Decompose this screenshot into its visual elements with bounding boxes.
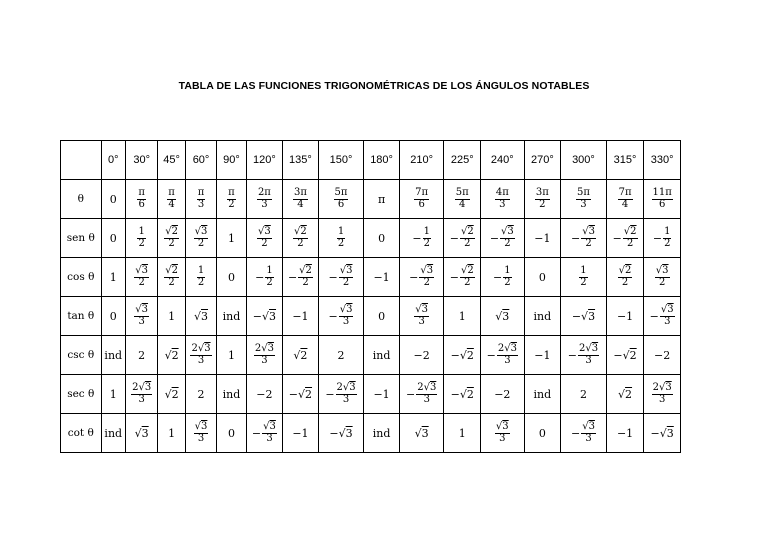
table-cell: $\frac{√3}{3}$ [125,297,157,336]
table-cell: $\frac{√3}{3}$ [399,297,444,336]
degree-header: 315° [606,141,644,180]
table-cell: −2 [480,375,524,414]
table-cell: − $\frac{2√3}{3}$ [561,336,607,375]
table-cell: 1 [101,375,125,414]
table-cell: −√2 [444,336,481,375]
table-cell: 0 [524,414,561,453]
table-cell: − $\frac{√3}{3}$ [246,414,283,453]
table-cell: − $\frac{2√3}{3}$ [318,375,364,414]
table-cell: √3 [125,414,157,453]
table-cell: −1 [364,375,400,414]
table-cell: − $\frac{1}{2}$ [644,219,681,258]
table-cell: − $\frac{2√3}{3}$ [480,336,524,375]
table-cell: $\frac{7\pi}{6}$ [399,180,444,219]
table-cell: 0 [217,258,246,297]
table-cell: − $\frac{√3}{2}$ [480,219,524,258]
table-cell: √3 [399,414,444,453]
table-cell: $\frac{\pi}{4}$ [158,180,185,219]
table-cell: 2 [318,336,364,375]
table-cell: −√2 [606,336,644,375]
table-cell: $\frac{3\pi}{4}$ [283,180,319,219]
table-cell: ind [524,375,561,414]
table-row [61,180,681,219]
table-cell: $\frac{\pi}{3}$ [185,180,216,219]
corner-cell [61,141,102,180]
degree-header: 0° [101,141,125,180]
table-cell: − $\frac{√3}{3}$ [318,297,364,336]
table-row [61,297,681,336]
table-row [61,219,681,258]
document-title: TABLA DE LAS FUNCIONES TRIGONOMÉTRICAS DE LOS ÁNGULOS NOTABLES [178,80,590,92]
table-cell: $\frac{√2}{2}$ [158,219,185,258]
table-cell: − $\frac{1}{2}$ [480,258,524,297]
table-cell: −1 [283,414,319,453]
table-cell: π [364,180,400,219]
table-cell: 2 [561,375,607,414]
degree-header: 60° [185,141,216,180]
table-cell: $\frac{2√3}{3}$ [185,336,216,375]
table-cell: − $\frac{√2}{2}$ [444,219,481,258]
table-cell: 2 [125,336,157,375]
table-cell: $\frac{4\pi}{3}$ [480,180,524,219]
table-cell: −2 [246,375,283,414]
degree-header: 300° [561,141,607,180]
table-cell: ind [364,414,400,453]
table-cell: $\frac{√3}{2}$ [644,258,681,297]
row-label: cos θ [61,258,102,297]
table-cell: √2 [606,375,644,414]
table-cell: 1 [444,414,481,453]
table-cell: − $\frac{1}{2}$ [399,219,444,258]
row-label: sec θ [61,375,102,414]
table-row [61,258,681,297]
table-row [61,336,681,375]
degree-header: 45° [158,141,185,180]
table-cell: − $\frac{√2}{2}$ [606,219,644,258]
table-cell: √2 [158,375,185,414]
table-cell: − $\frac{√2}{2}$ [283,258,319,297]
table-cell: − $\frac{√3}{2}$ [561,219,607,258]
table-cell: $\frac{√2}{2}$ [158,258,185,297]
table-row [61,414,681,453]
table-cell: $\frac{1}{2}$ [125,219,157,258]
table-cell: 0 [524,258,561,297]
table-cell: $\frac{1}{2}$ [185,258,216,297]
table-cell: 1 [158,414,185,453]
table-cell: −1 [606,297,644,336]
table-cell: $\frac{\pi}{2}$ [217,180,246,219]
row-label: tan θ [61,297,102,336]
degree-header: 90° [217,141,246,180]
table-cell: $\frac{2\pi}{3}$ [246,180,283,219]
table-cell: − $\frac{√2}{2}$ [444,258,481,297]
table-cell: −√3 [246,297,283,336]
table-cell: −√2 [283,375,319,414]
table-cell: −1 [283,297,319,336]
row-label: sen θ [61,219,102,258]
table-cell: $\frac{11\pi}{6}$ [644,180,681,219]
degree-header: 210° [399,141,444,180]
table-cell: $\frac{3\pi}{2}$ [524,180,561,219]
table-cell: 1 [158,297,185,336]
table-cell: ind [217,375,246,414]
table-cell: √3 [480,297,524,336]
table-cell: $\frac{2√3}{3}$ [246,336,283,375]
degree-header: 330° [644,141,681,180]
table-cell: 1 [217,336,246,375]
table-cell: −1 [524,336,561,375]
table-cell: $\frac{2√3}{3}$ [125,375,157,414]
degree-header: 30° [125,141,157,180]
table-cell: $\frac{7\pi}{4}$ [606,180,644,219]
table-cell: −1 [606,414,644,453]
row-label: cot θ [61,414,102,453]
table-cell: √2 [283,336,319,375]
table-cell: $\frac{√2}{2}$ [283,219,319,258]
table-cell: − $\frac{√3}{3}$ [561,414,607,453]
table-cell: $\frac{\pi}{6}$ [125,180,157,219]
trig-table [60,140,681,453]
table-cell: −2 [644,336,681,375]
table-cell: − $\frac{√3}{2}$ [399,258,444,297]
degree-header: 150° [318,141,364,180]
table-cell: 0 [217,414,246,453]
table-cell: 0 [364,219,400,258]
table-row [61,375,681,414]
table-cell: − $\frac{2√3}{3}$ [399,375,444,414]
table-cell: 1 [217,219,246,258]
table-cell: 0 [364,297,400,336]
table-cell: 1 [444,297,481,336]
table-cell: −1 [524,219,561,258]
table-cell: ind [101,414,125,453]
degree-header: 180° [364,141,400,180]
table-cell: −√2 [444,375,481,414]
table-cell: $\frac{5\pi}{3}$ [561,180,607,219]
table-cell: $\frac{√3}{2}$ [125,258,157,297]
table-cell: ind [364,336,400,375]
table-cell: $\frac{2√3}{3}$ [644,375,681,414]
table-cell: − $\frac{√3}{3}$ [644,297,681,336]
table-cell: 0 [101,219,125,258]
table-cell: √2 [158,336,185,375]
degree-header: 120° [246,141,283,180]
table-cell: − $\frac{1}{2}$ [246,258,283,297]
table-cell: $\frac{1}{2}$ [318,219,364,258]
table-cell: $\frac{5\pi}{4}$ [444,180,481,219]
table-cell: ind [101,336,125,375]
table-cell: ind [524,297,561,336]
table-cell: $\frac{√2}{2}$ [606,258,644,297]
degree-header: 270° [524,141,561,180]
table-cell: $\frac{1}{2}$ [561,258,607,297]
table-cell: $\frac{√3}{2}$ [185,219,216,258]
table-cell: ind [217,297,246,336]
table-cell: −√3 [318,414,364,453]
table-cell: $\frac{√3}{2}$ [246,219,283,258]
degree-header: 135° [283,141,319,180]
degree-header: 240° [480,141,524,180]
row-label: csc θ [61,336,102,375]
table-cell: −1 [364,258,400,297]
table-cell: − $\frac{√3}{2}$ [318,258,364,297]
table-cell: 0 [101,180,125,219]
table-cell: −√3 [561,297,607,336]
table-cell: $\frac{√3}{3}$ [185,414,216,453]
table-cell: $\frac{√3}{3}$ [480,414,524,453]
degree-header: 225° [444,141,481,180]
table-cell: −2 [399,336,444,375]
table-cell: 2 [185,375,216,414]
table-cell: 1 [101,258,125,297]
table-cell: 0 [101,297,125,336]
table-cell: $\frac{5\pi}{6}$ [318,180,364,219]
table-cell: −√3 [644,414,681,453]
row-label: θ [61,180,102,219]
table-cell: √3 [185,297,216,336]
